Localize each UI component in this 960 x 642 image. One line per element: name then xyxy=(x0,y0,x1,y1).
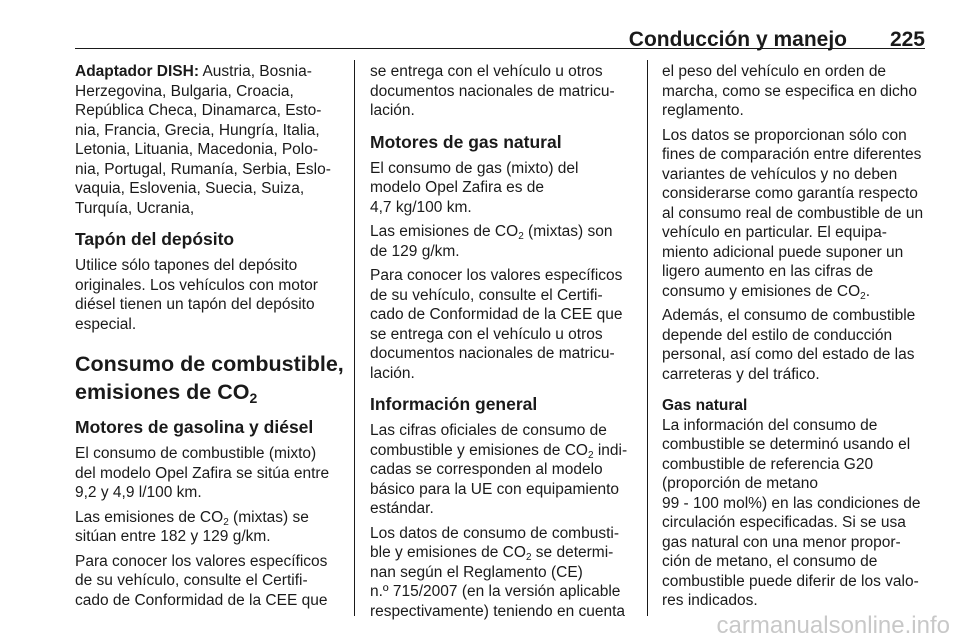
column-divider xyxy=(354,60,355,616)
watermark: carmanualsonline.info xyxy=(716,612,950,639)
page-number: 225 xyxy=(889,28,925,51)
ademas-paragraph: Además, el consumo de combustible depende del estilo de conducción personal, así como del estado de las carreteras y del tráfico. xyxy=(662,307,916,383)
continued-paragraph: se entrega con el vehículo u otros documentos nacionales de matricu- lación. xyxy=(370,63,615,119)
dish-paragraph: Adaptador DISH: Austria, Bosnia- Herzegovina, Bulgaria, Croacia, República Checa, Dinamarca, Esto- nia, Francia, Grecia, Hungría, Italia, Letonia, Lituania, Macedonia, Polo- nia, Portugal, Rumanía, Serbia, Eslo- vaquia, Eslovenia, Suecia, Suiza, Turquía, Ucrania, xyxy=(75,63,331,217)
gasolina-paragraph: El consumo de combustible (mixto) del modelo Opel Zafira se sitúa entre 9,2 y 4,9 l/100 km. xyxy=(75,445,330,501)
column-divider xyxy=(647,60,648,616)
tapon-paragraph: Utilice sólo tapones del depósito originales. Los vehículos con motor diésel tienen un tapón del depósito especial. xyxy=(75,257,318,333)
heading-gas-natural-sub: Gas natural xyxy=(662,397,748,414)
heading-tapon: Tapón del depósito xyxy=(75,229,235,249)
gas-natural-paragraph: La información del consumo de combustible se determinó usando el combustible de referencia G20 (proporción de metano 99 - 100 mol%) en las condiciones de circulación especificadas. Si se usa gas natural con una menor propor- ción de metano, el consumo de combustible puede diferir de los valo- res indicados. xyxy=(662,416,921,609)
datos-paragraph: Los datos de consumo de combusti- ble y emisiones de $CO_2$ se determi- nan según el Reglamento (CE) n.º 715/2007 (en la versión aplicable respectivamente) teniendo en cuenta xyxy=(370,524,626,620)
continued-paragraph: el peso del vehículo en orden de marcha, como se especifica en dicho reglamento. xyxy=(662,63,918,119)
header-rule xyxy=(75,48,925,49)
column-1 xyxy=(75,62,343,615)
gas-emisiones-paragraph: Las emisiones de $CO_2$ (mixtas) son de 129 g/km. xyxy=(370,223,613,260)
conocer-paragraph: Para conocer los valores específicos de su vehículo, consulte el Certifi- cado de Conformidad de la CEE que se entrega con el vehículo u otros documentos nacionales de matricu- lación. xyxy=(370,267,623,382)
column-3 xyxy=(662,62,926,616)
datos-comparacion-paragraph: Los datos se proporcionan sólo con fines de comparación entre diferentes variantes de vehículos y no deben considerarse como garantía respecto al consumo real de combustible de un vehículo en particular. El equipa- miento adicional puede suponer un ligero aumento en las cifras de consumo y emisiones de $CO_2$. xyxy=(662,126,924,302)
conocer-paragraph: Para conocer los valores específicos de su vehículo, consulte el Certifi- cado de Conformidad de la CEE que xyxy=(75,552,328,609)
page-header xyxy=(75,12,925,51)
gas-paragraph: El consumo de gas (mixto) del modelo Opel Zafira es de 4,7 kg/100 km. xyxy=(370,159,579,216)
heading-gas-natural: Motores de gas natural xyxy=(370,131,562,152)
section-title: Conducción y manejo xyxy=(628,28,847,51)
info-paragraph: Las cifras oficiales de consumo de combustible y emisiones de $CO_2$ indi- cadas se corresponden al modelo básico para la UE con equipamiento estándar. xyxy=(370,422,628,517)
dish-label: Adaptador DISH: xyxy=(75,63,199,80)
emisiones-paragraph: Las emisiones de $CO_2$ (mixtas) se sitúan entre 182 y 129 g/km. xyxy=(75,508,309,545)
heading-gasolina: Motores de gasolina y diésel xyxy=(75,417,314,437)
heading-consumo: Consumo de combustible, emisiones de $CO_2$ xyxy=(75,352,344,406)
column-2 xyxy=(370,62,634,626)
heading-informacion: Información general xyxy=(370,394,538,414)
